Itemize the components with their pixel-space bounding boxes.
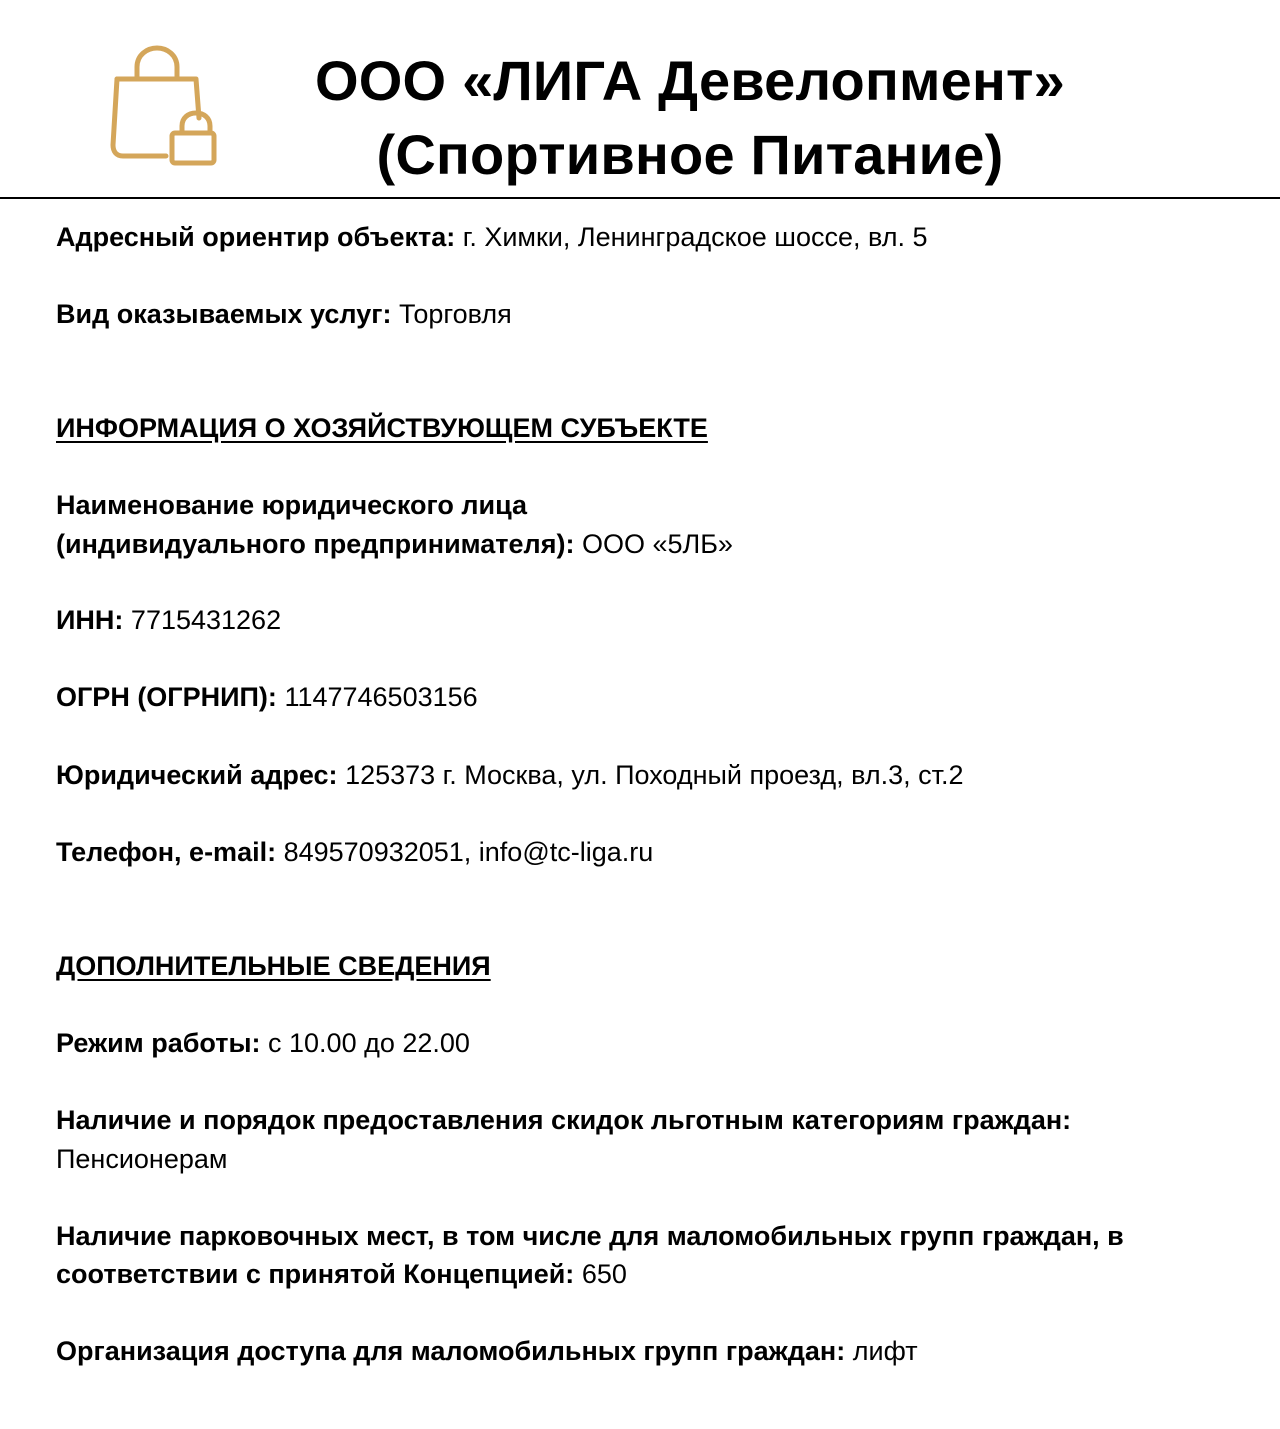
entity-name-label-line1: Наименование юридического лица	[56, 490, 528, 520]
hours-row	[56, 1024, 470, 1062]
hours-label: Режим работы:	[56, 1028, 261, 1058]
entity-name-label-line2: (индивидуального предпринимателя):	[56, 529, 575, 559]
parking-value: 650	[581, 1259, 627, 1289]
ogrn-label: ОГРН (ОГРНИП):	[56, 682, 277, 712]
services-label: Вид оказываемых услуг:	[56, 299, 392, 329]
legal-address-value: 125373 г. Москва, ул. Походный проезд, вл.3, ст.2	[345, 760, 964, 790]
entity-name-row	[56, 486, 527, 524]
extra-section-heading: ДОПОЛНИТЕЛЬНЫЕ СВЕДЕНИЯ	[56, 951, 491, 981]
object-address-row	[56, 218, 928, 256]
inn-row	[56, 601, 281, 639]
inn-value: 7715431262	[130, 605, 282, 635]
legal-address-label: Юридический адрес:	[56, 760, 338, 790]
ogrn-value: 1147746503156	[284, 682, 478, 712]
contacts-value: 849570932051, info@tc-liga.ru	[283, 837, 654, 867]
shopping-bag-lock-icon	[104, 45, 224, 171]
parking-label-line2: соответствии с принятой Концепцией:	[56, 1259, 575, 1289]
entity-name-row-cont	[56, 525, 733, 563]
services-value: Торговля	[398, 299, 512, 329]
page-title	[230, 44, 1150, 192]
parking-row-cont	[56, 1255, 627, 1293]
object-address-label: Адресный ориентир объекта:	[56, 222, 456, 252]
parking-row	[56, 1217, 1124, 1255]
title-line-category: (Спортивное Питание)	[376, 123, 1004, 186]
parking-label-line1: Наличие парковочных мест, в том числе для маломобильных групп граждан, в	[56, 1221, 1124, 1251]
object-address-value: г. Химки, Ленинградское шоссе, вл. 5	[462, 222, 928, 252]
inn-label: ИНН:	[56, 605, 124, 635]
ogrn-row	[56, 678, 478, 716]
discounts-value-row	[56, 1140, 227, 1178]
discounts-row	[56, 1101, 1071, 1139]
header	[0, 0, 1280, 199]
hours-value: с 10.00 до 22.00	[268, 1028, 470, 1058]
discounts-value: Пенсионерам	[56, 1144, 228, 1174]
contacts-row	[56, 833, 653, 871]
services-row	[56, 295, 512, 333]
access-value: лифт	[852, 1336, 918, 1366]
contacts-label: Телефон, e-mail:	[56, 837, 277, 867]
entity-section-heading: ИНФОРМАЦИЯ О ХОЗЯЙСТВУЮЩЕМ СУБЪЕКТЕ	[56, 413, 708, 443]
access-row	[56, 1332, 918, 1370]
access-label: Организация доступа для маломобильных групп граждан:	[56, 1336, 846, 1366]
title-line-company: ООО «ЛИГА Девелопмент»	[315, 49, 1065, 112]
legal-address-row	[56, 756, 963, 794]
discounts-label: Наличие и порядок предоставления скидок льготным категориям граждан:	[56, 1105, 1072, 1135]
header-divider	[0, 197, 1280, 199]
entity-name-value: ООО «5ЛБ»	[581, 529, 733, 559]
